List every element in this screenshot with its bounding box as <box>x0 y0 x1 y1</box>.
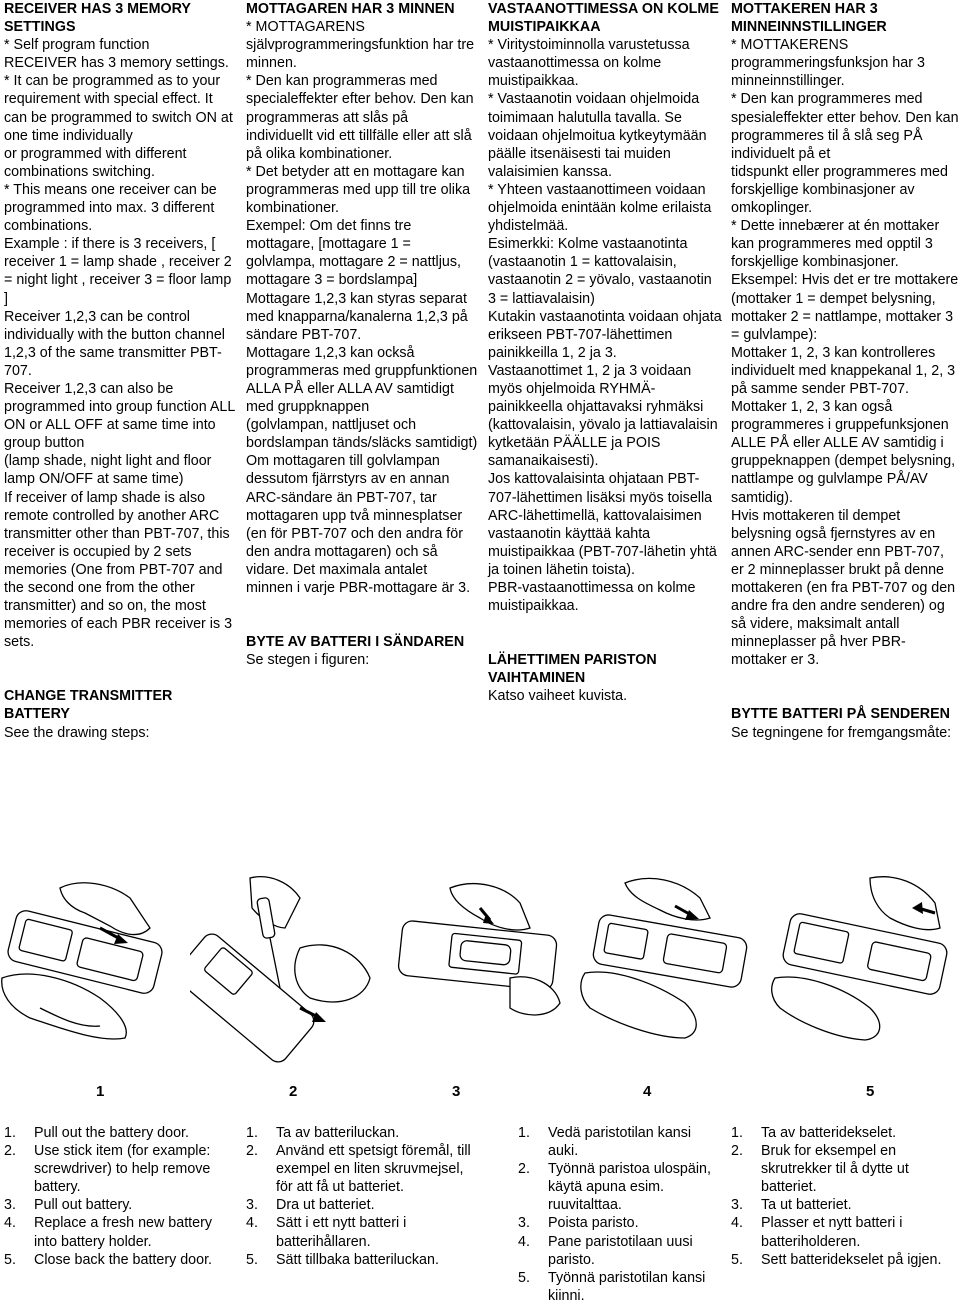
list-item: 4. Pane paristotilaan uusi paristo. <box>518 1233 693 1268</box>
list-item: 4. Plasser et nytt batteri i batteriholderen. <box>731 1215 903 1250</box>
list-item: 3. Poista paristo. <box>518 1215 639 1232</box>
list-item: 5. Close back the battery door. <box>4 1251 213 1268</box>
drawing-step-3 <box>390 868 570 1068</box>
list-item: 2. Använd ett spetsigt föremål, till exempel en liten skruvmejsel, för att få ut batteriet. <box>246 1143 471 1196</box>
section-heading: RECEIVER HAS 3 MEMORY SETTINGS <box>4 1 191 36</box>
battery-heading: BYTE AV BATTERI I SÄNDAREN <box>246 634 465 651</box>
section-body: * Viritystoiminnolla varustetussa vastaanottimessa on kolme muistipaikkaa. * Vastaanotin voidaan ohjelmoida toimimaan halutulla tavalla. Se voidaan ohjelmoitua kytkeytymään päälle itsenäisesti tai muiden valaisimien kanssa. * Yhteen vastaanottimeen voidaan ohjelmoida enintään kolme erilaista yhdistelmää. Esimerkki: Kolme vastaanotinta (vastaanotin 1 = kattovalaisin, vastaanotin 2 = yövalo, vastaanotin 3 = lattiavalaisin) Kutakin vastaanotinta voidaan ohjata erikseen PBT-707-lähettimen painikkeilla 1, 2 ja 3. Vastaanottimet 1, 2 ja 3 voidaan myös ohjelmoida RYHMÄ-painikkeella ohjattavaksi ryhmäksi (kattovalaisin, yövalo ja lattiavalaisin kytketään PÄÄLLE ja POIS samanaikaisesti). Jos kattovalaisinta ohjataan PBT-707-lähettimen lisäksi myös toisella ARC-lähettimellä, kattovalaisimen vastaanotin käyttää kahta muistipaikkaa (PBT-707-lähetin yhtä ja toinen lähetin toista). PBR-vastaanottimessa on kolme muistipaikkaa. <box>488 37 722 615</box>
section-heading: VASTAANOTTIMESSA ON KOLME MUISTIPAIKKAA <box>488 1 719 36</box>
section-heading: MOTTAGAREN HAR 3 MINNEN <box>246 1 455 17</box>
battery-drawings <box>0 868 960 1068</box>
list-item: 1. Ta av batteridekselet. <box>731 1125 897 1141</box>
battery-heading: CHANGE TRANSMITTER BATTERY <box>4 688 173 723</box>
drawing-step-1 <box>0 868 185 1068</box>
list-item: 1. Vedä paristotilan kansi auki. <box>518 1125 692 1160</box>
list-item: 3. Pull out battery. <box>4 1197 133 1214</box>
column-finnish <box>488 0 722 705</box>
section-body: * Self program function RECEIVER has 3 memory settings. * It can be programmed as to your requirement with special effect. It can be programmed to switch ON at one time individually or programmed with different combinations switching. * This means one receiver can be programmed into max. 3 different combinations. Example : if there is 3 receivers, [ receiver 1 = lamp shade , receiver 2 = night light , receiver 3 = floor lamp ] Receiver 1,2,3 can be control individually with the button channel 1,2,3 of the same transmitter PBT-707. Receiver 1,2,3 can also be programmed into group function ALL ON or ALL OFF at same time into group button (lamp shade, night light and floor lamp ON/OFF at same time) If receiver of lamp shade is also remote controlled by another ARC transmitter other than PBT-707, this receiver is occupied by 2 sets memories (One from PBT-707 and the second one from the other transmitter) and so on, the most memories of each PBR receiver is 3 sets. <box>4 37 235 651</box>
battery-heading: BYTTE BATTERI PÅ SENDEREN <box>731 706 950 723</box>
battery-heading: LÄHETTIMEN PARISTON VAIHTAMINEN <box>488 652 657 687</box>
figure-numbers <box>0 1083 960 1103</box>
list-item: 4. Replace a fresh new battery into battery holder. <box>4 1215 213 1250</box>
figure-number: 3 <box>452 1083 461 1100</box>
steps-finnish <box>518 1124 718 1305</box>
list-item: 1. Pull out the battery door. <box>4 1125 189 1141</box>
column-norwegian <box>731 0 960 742</box>
drawing-step-2 <box>190 868 380 1068</box>
drawing-step-5 <box>770 868 960 1068</box>
steps-norwegian <box>731 1124 945 1269</box>
drawing-step-4 <box>575 868 765 1068</box>
list-item: 5. Sätt tillbaka batteriluckan. <box>246 1251 439 1268</box>
steps-swedish <box>246 1124 478 1269</box>
figure-number: 4 <box>643 1083 652 1100</box>
list-item: 2. Use stick item (for example: screwdriver) to help remove battery. <box>4 1143 211 1196</box>
figure-number: 5 <box>866 1083 875 1100</box>
list-item: 2. Bruk for eksempel en skrutrekker til å dytte ut batteriet. <box>731 1143 909 1196</box>
list-item: 3. Dra ut batteriet. <box>246 1197 375 1214</box>
list-item: 5. Sett batteridekselet på igjen. <box>731 1251 942 1268</box>
section-body: * MOTTAGARENS självprogrammeringsfunktion har tre minnen. * Den kan programmeras med specialeffekter efter behov. Den kan programmeras att slås på individuellt vid ett tillfälle eller att slå på olika kombinationer. * Det betyder att en mottagare kan programmeras med upp till tre olika kombinationer. Exempel: Om det finns tre mottagare, [mottagare 1 = golvlampa, mottagare 2 = nattljus, mottagare 3 = bordslampa] Mottagare 1,2,3 kan styras separat med knapparna/kanalerna 1,2,3 på sändare PBT-707. Mottagare 1,2,3 kan också programmeras med gruppfunktionen ALLA PÅ eller ALLA AV samtidigt med gruppknappen (golvlampan, nattljuset och bordslampan tänds/släcks samtidigt) Om mottagaren till golvlampan dessutom fjärrstyrs av en annan ARC-sändare än PBT-707, tar mottagaren upp två minnesplatser (en för PBT-707 och den andra för den andra mottagaren) och så vidare. Det maximala antalet minnen i varje PBR-mottagare är 3. <box>246 19 478 596</box>
column-english <box>4 0 236 742</box>
list-item: 5. Työnnä paristotilan kansi kiinni. <box>518 1269 706 1304</box>
battery-text: Se stegen i figuren: <box>246 652 370 669</box>
battery-text: Katso vaiheet kuvista. <box>488 688 628 705</box>
section-heading: MOTTAKEREN HAR 3 MINNEINNSTILLINGER <box>731 1 887 36</box>
battery-text: See the drawing steps: <box>4 724 150 741</box>
list-item: 1. Ta av batteriluckan. <box>246 1125 400 1141</box>
figure-number: 2 <box>289 1083 298 1100</box>
steps-english <box>4 1124 232 1269</box>
list-item: 2. Työnnä paristoa ulospäin, käytä apuna esim. ruuvitalttaa. <box>518 1161 711 1214</box>
battery-text: Se tegningene for fremgangsmåte: <box>731 724 952 741</box>
list-item: 4. Sätt i ett nytt batteri i batterihållaren. <box>246 1215 407 1250</box>
section-body: * MOTTAKERENS programmeringsfunksjon har 3 minneinnstillinger. * Den kan programmeres med spesialeffekter etter behov. Den kan programmeres til å slå seg PÅ individuelt på et tidspunkt eller programmeres med forskjellige kombinasjoner av omkoplinger. * Dette innebærer at én mottaker kan programmeres med opptil 3 forskjellige kombinasjoner. Eksempel: Hvis det er tre mottakere (mottaker 1 = dempet belysning, mottaker 2 = nattlampe, mottaker 3 = gulvlampe): Mottaker 1, 2, 3 kan kontrolleres individuelt med knappekanal 1, 2, 3 på samme sender PBT-707. Mottaker 1, 2, 3 kan også programmeres i gruppefunksjonen ALLE PÅ eller ALLE AV samtidig i gruppeknappen (dempet belysning, nattlampe og gulvlampe PÅ/AV samtidig). Hvis mottakeren til dempet belysning også fjernstyres av en annen ARC-sender enn PBT-707, er 2 minneplasser brukt på denne mottakeren (en fra PBT-707 og den andre fra den andre senderen) og så videre, maksimalt antall minneplasser på hver PBR-mottaker er 3. <box>731 37 959 669</box>
figure-number: 1 <box>96 1083 105 1100</box>
list-item: 3. Ta ut batteriet. <box>731 1197 852 1214</box>
column-swedish <box>246 0 478 669</box>
